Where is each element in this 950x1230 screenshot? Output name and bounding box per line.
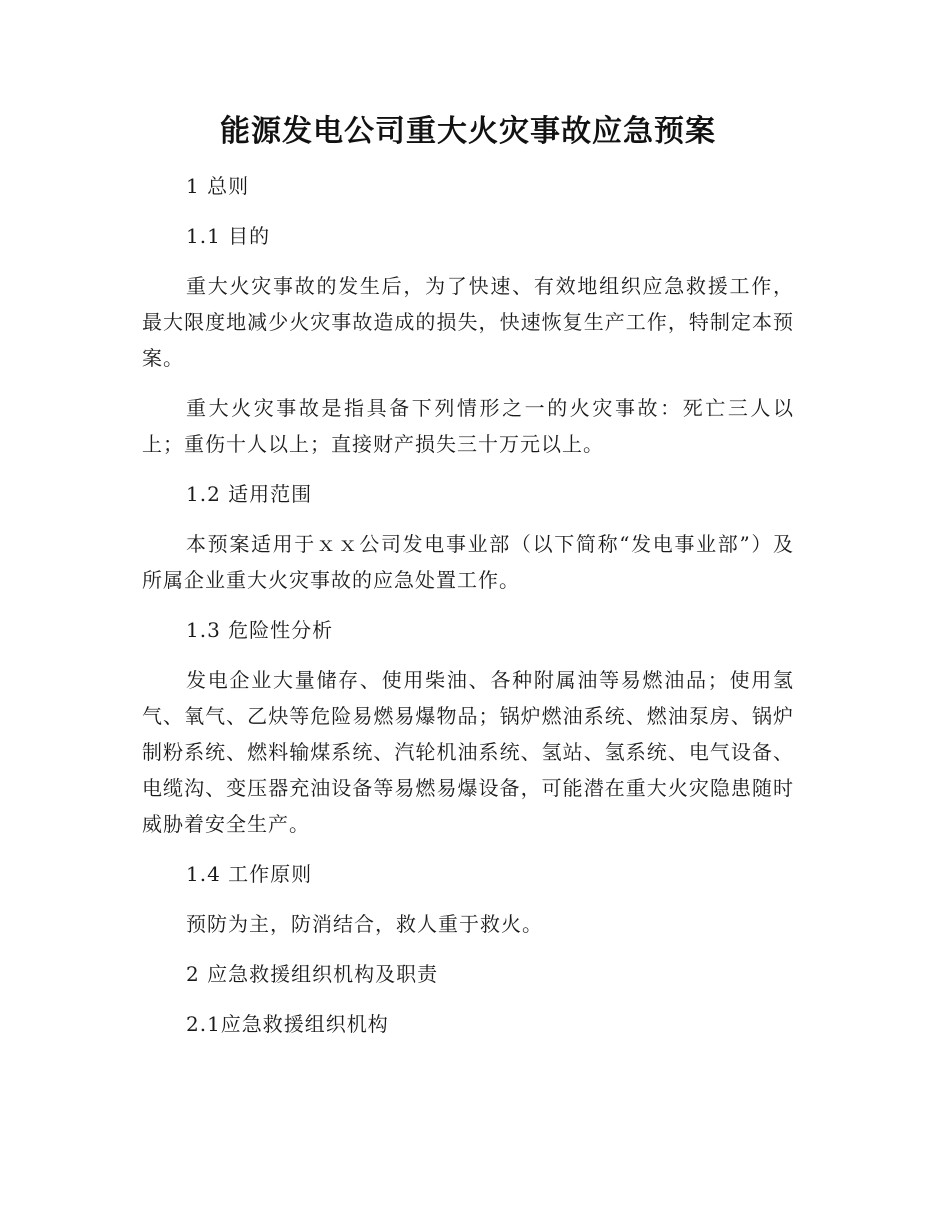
paragraph-purpose: 重大火灾事故的发生后，为了快速、有效地组织应急救援工作，最大限度地减少火灾事故造成的损失，快速恢复生产工作，特制定本预案。 <box>142 274 794 370</box>
section-heading-general: 1 总则 <box>186 174 250 198</box>
section-heading-organization: 2 应急救援组织机构及职责 <box>186 962 439 986</box>
paragraph-scope: 本预案适用于ｘｘ公司发电事业部（以下简称“发电事业部”）及所属企业重大火灾事故的应急处置工作。 <box>142 532 794 592</box>
document-title: 能源发电公司重大火灾事故应急预案 <box>220 114 716 149</box>
paragraph-risk-analysis: 发电企业大量储存、使用柴油、各种附属油等易燃油品；使用氢气、氧气、乙炔等危险易燃易爆物品；锅炉燃油系统、燃油泵房、锅炉制粉系统、燃料输煤系统、汽轮机油系统、氢站、氢系统、电气设备、电缆沟、变压器充油设备等易燃易爆设备，可能潜在重大火灾隐患随时威胁着安全生产。 <box>142 668 794 836</box>
section-heading-risk-analysis: 1.3 危险性分析 <box>186 618 334 642</box>
document-body <box>142 108 794 1056</box>
paragraph-principles: 预防为主，防消结合，救人重于救火。 <box>186 912 543 936</box>
section-heading-purpose: 1.1 目的 <box>186 224 271 248</box>
section-heading-principles: 1.4 工作原则 <box>186 862 313 886</box>
paragraph-definition: 重大火灾事故是指具备下列情形之一的火灾事故：死亡三人以上；重伤十人以上；直接财产损失三十万元以上。 <box>142 396 794 456</box>
section-heading-org-structure: 2.1应急救援组织机构 <box>186 1012 389 1036</box>
section-heading-scope: 1.2 适用范围 <box>186 482 313 506</box>
